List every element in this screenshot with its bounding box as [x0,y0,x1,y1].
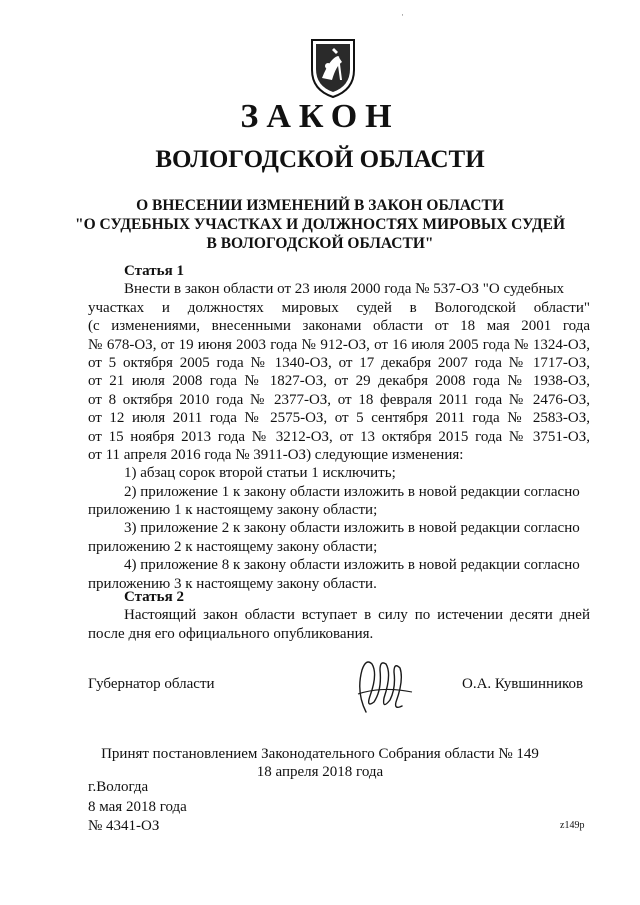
paragraph-line: от 21 июля 2008 года № 1827-ОЗ, от 29 декабря 2008 года № 1938-ОЗ, [88,373,590,390]
list-item: 3) приложение 2 к закону области изложить в новой редакции согласно [124,520,580,537]
list-item: 1) абзац сорок второй статьи 1 исключить; [124,465,396,482]
governor-name: О.А. Кувшинников [462,676,584,692]
article-2-title: Статья 2 [124,589,184,605]
list-item: 4) приложение 8 к закону области изложить в новой редакции согласно [124,557,580,574]
paragraph-line: от 11 апреля 2016 года № 3911-ОЗ) следующие изменения: [88,446,464,463]
paragraph-line: от 12 июля 2011 года № 2575-ОЗ, от 5 сентября 2011 года № 2583-ОЗ, [88,410,590,427]
list-item: 2) приложение 1 к закону области изложить в новой редакции согласно [124,483,580,500]
paragraph-line: участках и должностях мировых судей в Вологодской области" [88,299,590,316]
heading-line: О ВНЕСЕНИИ ИЗМЕНЕНИЙ В ЗАКОН ОБЛАСТИ [136,197,504,214]
coat-of-arms-emblem [308,36,358,100]
place-date-number [88,778,187,837]
paragraph-line: Внести в закон области от 23 июля 2000 года № 537-ОЗ "О судебных [124,281,565,298]
document-code: z149p [560,820,585,831]
list-item-continuation: приложению 3 к настоящему закону области. [88,575,377,592]
city: г.Вологда [88,779,149,795]
heading-line: В ВОЛОГОДСКОЙ ОБЛАСТИ" [206,235,434,252]
top-mark: · [401,10,404,20]
paragraph-line: от 5 октября 2005 года № 1340-ОЗ, от 17 декабря 2007 года № 1717-ОЗ, [88,354,590,371]
paragraph-line: от 8 октября 2010 года № 2377-ОЗ, от 18 февраля 2011 года № 2476-ОЗ, [88,391,590,408]
article-1-title: Статья 1 [124,263,184,279]
list-item-continuation: приложению 2 к настоящему закону области; [88,538,378,555]
sign-date: 8 мая 2018 года [88,798,187,815]
article-1 [88,262,590,593]
law-number: № 4341-ОЗ [88,818,160,834]
document-title: ЗАКОН [240,98,400,135]
adoption-note [0,745,640,781]
list-item-continuation: приложению 1 к настоящему закону области; [88,502,378,519]
adoption-date: 18 апреля 2018 года [256,764,384,780]
document-subtitle: ВОЛОГОДСКОЙ ОБЛАСТИ [155,146,485,173]
paragraph-line: № 678-ОЗ, от 19 июня 2003 года № 912-ОЗ, от 16 июля 2005 года № 1324-ОЗ, [88,336,590,353]
adoption-line: Принят постановлением Законодательного Собрания области № 149 [101,746,539,762]
heading-line: "О СУДЕБНЫХ УЧАСТКАХ И ДОЛЖНОСТЯХ МИРОВЫХ СУДЕЙ [75,216,565,233]
paragraph-line: (с изменениями, внесенными законами области от 18 мая 2001 года [88,318,590,335]
paragraph-line: после дня его официального опубликования. [88,625,374,642]
law-heading [60,196,580,253]
paragraph-line: Настоящий закон области вступает в силу по истечении десяти дней [124,607,590,624]
governor-title: Губернатор области [88,676,215,692]
signature-image [336,652,426,722]
article-2 [88,588,590,643]
paragraph-line: от 15 ноября 2013 года № 3212-ОЗ, от 13 октября 2015 года № 3751-ОЗ, [88,428,590,445]
